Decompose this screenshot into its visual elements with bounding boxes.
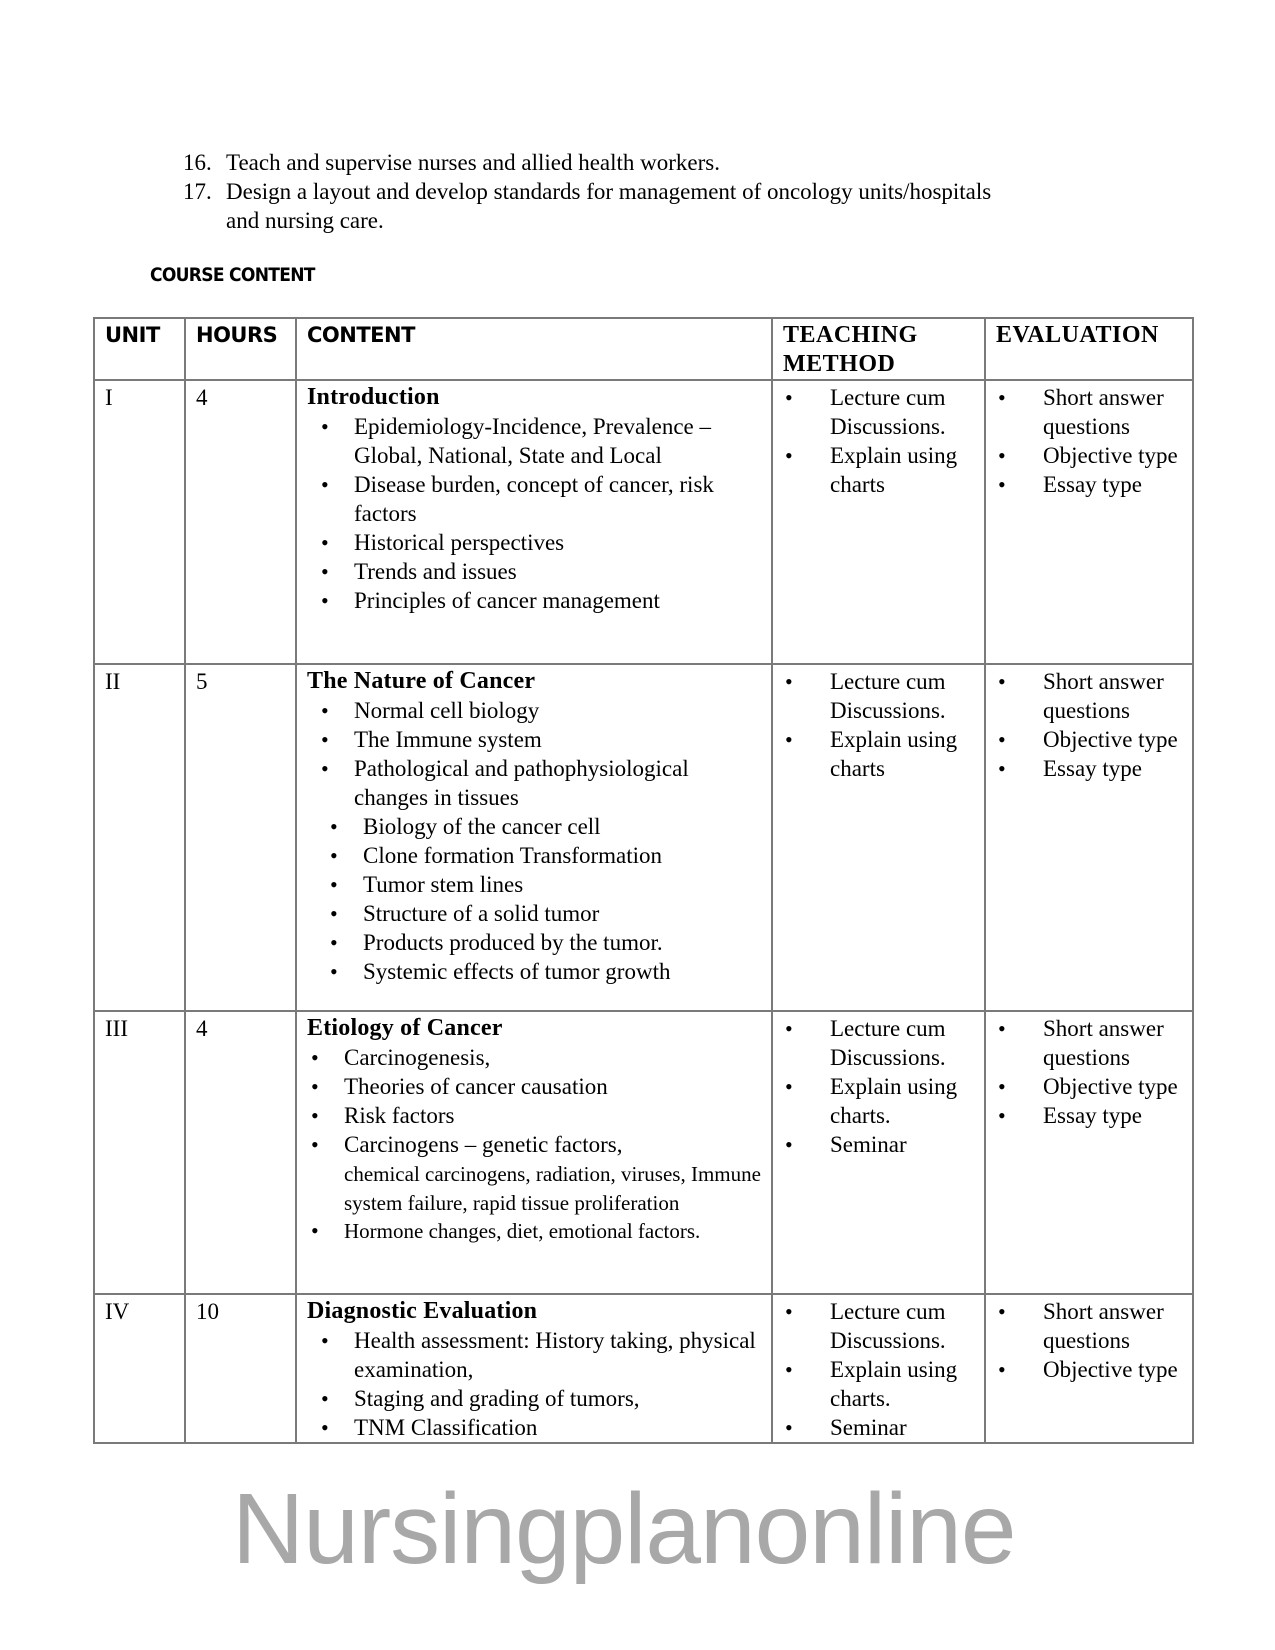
section-heading: COURSE CONTENT [150, 264, 315, 286]
evaluation-list [996, 1297, 1182, 1384]
course-content-table [93, 317, 1194, 1444]
list-item: • Staging and grading of tumors, [307, 1384, 761, 1413]
content-cell [296, 1011, 772, 1294]
objectives-list [183, 148, 1003, 235]
list-item: • Explain using charts. [783, 1072, 974, 1130]
objective-item [183, 177, 1003, 235]
evaluation-list [996, 1014, 1182, 1130]
list-item: • Disease burden, concept of cancer, risk factors [307, 470, 761, 528]
header-hours: HOURS [185, 318, 296, 380]
unit-cell: II [94, 664, 185, 1011]
carcinogens-detail: chemical carcinogens, radiation, viruses, Immune system failure, rapid tissue proliferation [344, 1162, 761, 1215]
list-item: • Essay type [996, 470, 1182, 499]
teaching-list [783, 1014, 974, 1159]
hours-cell: 5 [185, 664, 296, 1011]
watermark: Nursingplanonline [232, 1473, 1016, 1585]
list-item: • Structure of a solid tumor [307, 899, 761, 928]
list-item: • Tumor stem lines [307, 870, 761, 899]
content-cell [296, 664, 772, 1011]
list-item: • Clone formation Transformation [307, 841, 761, 870]
list-item: • Lecture cum Discussions. [783, 1297, 974, 1355]
teaching-list [783, 667, 974, 783]
list-item: • Short answer questions [996, 667, 1182, 725]
objective-number: 16. [183, 150, 212, 175]
carcinogens-lead: Carcinogens – genetic factors, [344, 1132, 623, 1157]
table-row [94, 380, 1193, 664]
header-teaching-method: TEACHING METHOD [772, 318, 985, 380]
list-item: • Lecture cum Discussions. [783, 667, 974, 725]
list-item: • Normal cell biology [307, 696, 761, 725]
content-list-secondary [307, 812, 761, 986]
table-header-row [94, 318, 1193, 380]
teaching-cell [772, 380, 985, 664]
list-item: • Products produced by the tumor. [307, 928, 761, 957]
unit-cell: IV [94, 1294, 185, 1443]
list-item: • Risk factors [307, 1101, 761, 1130]
content-cell [296, 1294, 772, 1443]
hours-cell: 10 [185, 1294, 296, 1443]
list-item: • Explain using charts. [783, 1355, 974, 1413]
list-item: • Lecture cum Discussions. [783, 1014, 974, 1072]
list-item: • Hormone changes, diet, emotional factors. [307, 1217, 761, 1245]
objective-text: Teach and supervise nurses and allied health workers. [226, 150, 720, 175]
list-item: • Objective type [996, 1355, 1182, 1384]
list-item: • Short answer questions [996, 1297, 1182, 1355]
evaluation-cell [985, 1011, 1193, 1294]
teaching-cell [772, 1294, 985, 1443]
list-item: • Epidemiology-Incidence, Prevalence – Global, National, State and Local [307, 412, 761, 470]
list-item: • Biology of the cancer cell [307, 812, 761, 841]
list-item: • Health assessment: History taking, physical examination, [307, 1326, 761, 1384]
content-title: Diagnostic Evaluation [307, 1298, 538, 1324]
list-item: • Essay type [996, 1101, 1182, 1130]
unit-cell: III [94, 1011, 185, 1294]
list-item: • Systemic effects of tumor growth [307, 957, 761, 986]
list-item: • Lecture cum Discussions. [783, 383, 974, 441]
header-unit: UNIT [94, 318, 185, 380]
list-item: • Carcinogenesis, [307, 1043, 761, 1072]
list-item: • Seminar [783, 1413, 974, 1442]
table-row [94, 1011, 1193, 1294]
content-list [307, 1043, 761, 1245]
list-item: • Objective type [996, 725, 1182, 754]
unit-cell: I [94, 380, 185, 664]
list-item: • Objective type [996, 441, 1182, 470]
list-item: • The Immune system [307, 725, 761, 754]
evaluation-cell [985, 380, 1193, 664]
objective-number: 17. [183, 179, 212, 204]
list-item: • Essay type [996, 754, 1182, 783]
content-title: Introduction [307, 384, 440, 410]
teaching-list [783, 1297, 974, 1442]
evaluation-cell [985, 1294, 1193, 1443]
content-cell [296, 380, 772, 664]
content-list [307, 412, 761, 615]
header-evaluation: EVALUATION [985, 318, 1193, 380]
list-item: • Seminar [783, 1130, 974, 1159]
table-row [94, 1294, 1193, 1443]
hours-cell: 4 [185, 1011, 296, 1294]
teaching-list [783, 383, 974, 499]
list-item: • Pathological and pathophysiological changes in tissues [307, 754, 761, 812]
list-item: • Trends and issues [307, 557, 761, 586]
content-title: Etiology of Cancer [307, 1015, 503, 1041]
teaching-cell [772, 664, 985, 1011]
list-item: • Short answer questions [996, 1014, 1182, 1072]
evaluation-cell [985, 664, 1193, 1011]
content-list [307, 696, 761, 812]
list-item: • Principles of cancer management [307, 586, 761, 615]
list-item: • Explain using charts [783, 725, 974, 783]
list-item: • Objective type [996, 1072, 1182, 1101]
objective-item [183, 148, 1003, 177]
table-row [94, 664, 1193, 1011]
hours-cell: 4 [185, 380, 296, 664]
content-title: The Nature of Cancer [307, 668, 536, 694]
list-item: • TNM Classification [307, 1413, 761, 1442]
list-item: • Explain using charts [783, 441, 974, 499]
evaluation-list [996, 667, 1182, 783]
evaluation-list [996, 383, 1182, 499]
content-list [307, 1326, 761, 1442]
list-item: • Theories of cancer causation [307, 1072, 761, 1101]
objective-text: Design a layout and develop standards for management of oncology units/hospitals and nursing care. [226, 179, 992, 233]
header-content: CONTENT [296, 318, 772, 380]
list-item [307, 1130, 761, 1217]
list-item: • Historical perspectives [307, 528, 761, 557]
list-item: • Short answer questions [996, 383, 1182, 441]
teaching-cell [772, 1011, 985, 1294]
